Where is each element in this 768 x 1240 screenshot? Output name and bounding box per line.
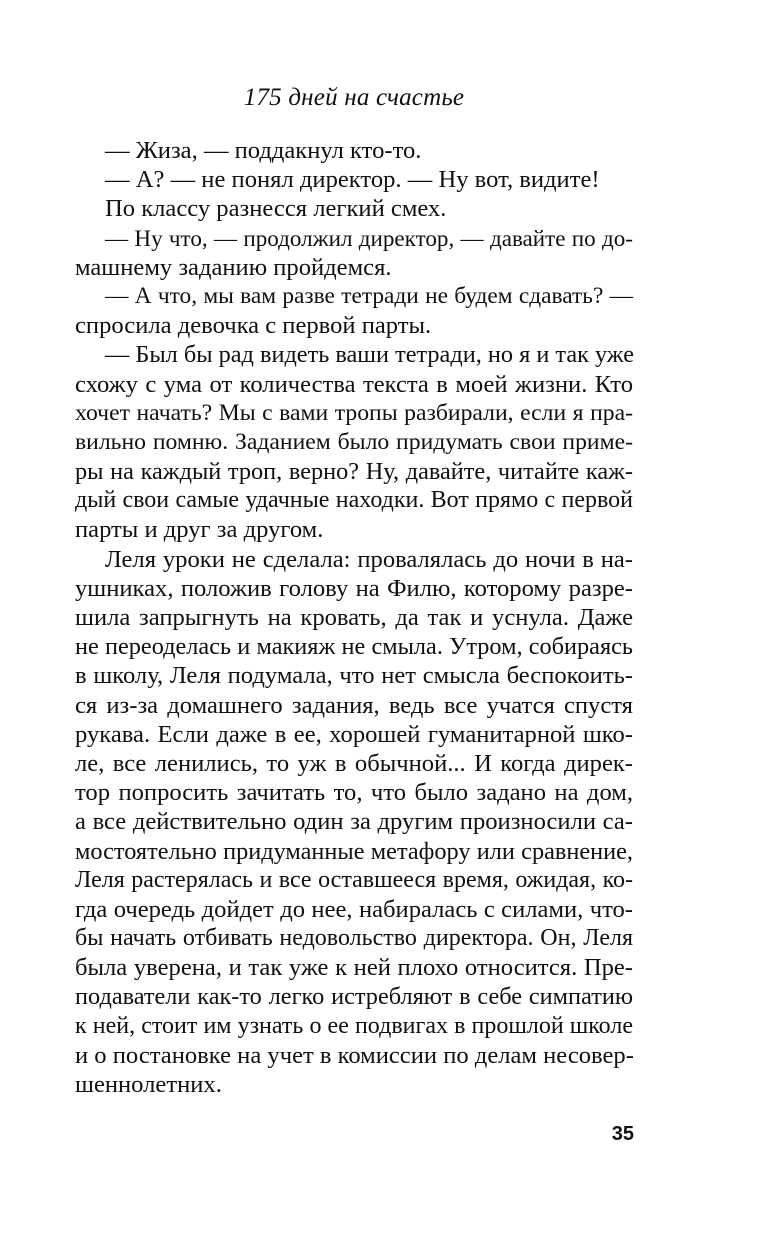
text-line: шила запрыгнуть на кровать, да так и уснула. Даже [75, 604, 633, 631]
text-line: ры на каждый троп, верно? Ну, давайте, читайте каж- [75, 458, 633, 486]
text-line: тор попросить зачитать то, что было задано на дом, [75, 779, 633, 807]
text-line: ле, все ленились, то уж в обычной... И когда дирек- [75, 749, 633, 777]
page-number: 35 [611, 1123, 634, 1145]
text-line: была уверена, и так уже к ней плохо относится. Пре- [75, 954, 633, 982]
text-line: По классу разнесся легкий смех. [105, 195, 447, 223]
text-line: ся из-за домашнего задания, ведь все учатся спустя [75, 691, 633, 719]
text-line: — Был бы рад видеть ваши тетради, но я и так уже [105, 341, 635, 369]
text-line: не переоделась и макияж не смыла. Утром, собираясь [75, 633, 633, 661]
text-line: в школу, Леля подумала, что нет смысла беспокоить- [75, 662, 633, 690]
text-line: парты и друг за другом. [75, 516, 324, 544]
text-line: бы начать отбивать недовольство директора. Он, Леля [75, 925, 633, 952]
text-line: Леля уроки не сделала: провалялась до ночи в на- [105, 545, 633, 573]
text-line: и о постановке на учет в комиссии по делам несовер- [75, 1041, 634, 1069]
text-line: хочет начать? Мы с вами тропы разбирали, если я пра- [75, 399, 633, 426]
text-line: мостоятельно придуманные метафору или сравнение, [75, 837, 633, 865]
text-line: Леля растерялась и все оставшееся время, ожидая, ко- [75, 866, 633, 893]
text-line: машнему заданию пройдемся. [75, 253, 392, 281]
text-line: схожу с ума от количества текста в моей жизни. Кто [75, 370, 633, 398]
text-line: к ней, стоит им узнать о ее подвигах в прошлой школе [75, 1012, 633, 1039]
running-header-title: 175 дней на счастье [243, 84, 465, 111]
text-line: вильно помню. Заданием было придумать свои приме- [75, 428, 633, 455]
text-line: дый свои самые удачные находки. Вот прямо с первой [75, 487, 633, 514]
text-line: шеннолетних. [75, 1071, 222, 1098]
text-line: — Ну что, — продолжил директор, — давайте по до- [105, 224, 633, 251]
text-line: — Жиза, — поддакнул кто-то. [105, 137, 422, 164]
text-line: гда очередь дойдет до нее, набиралась с силами, что- [75, 895, 633, 923]
text-line: подаватели как-то легко истребляют в себе симпатию [75, 983, 633, 1011]
text-line: — А что, мы вам разве тетради не будем сдавать? — [105, 282, 633, 309]
text-line: ушниках, положив голову на Филю, которому разре- [75, 574, 633, 602]
text-line: а все действительно один за другим произносили са- [75, 808, 633, 836]
text-line: — А? — не понял директор. — Ну вот, видите! [105, 166, 600, 194]
body-text [75, 136, 633, 1099]
text-line: рукава. Если даже в ее, хорошей гуманитарной шко- [75, 720, 633, 748]
text-line: спросила девочка с первой парты. [75, 312, 432, 340]
